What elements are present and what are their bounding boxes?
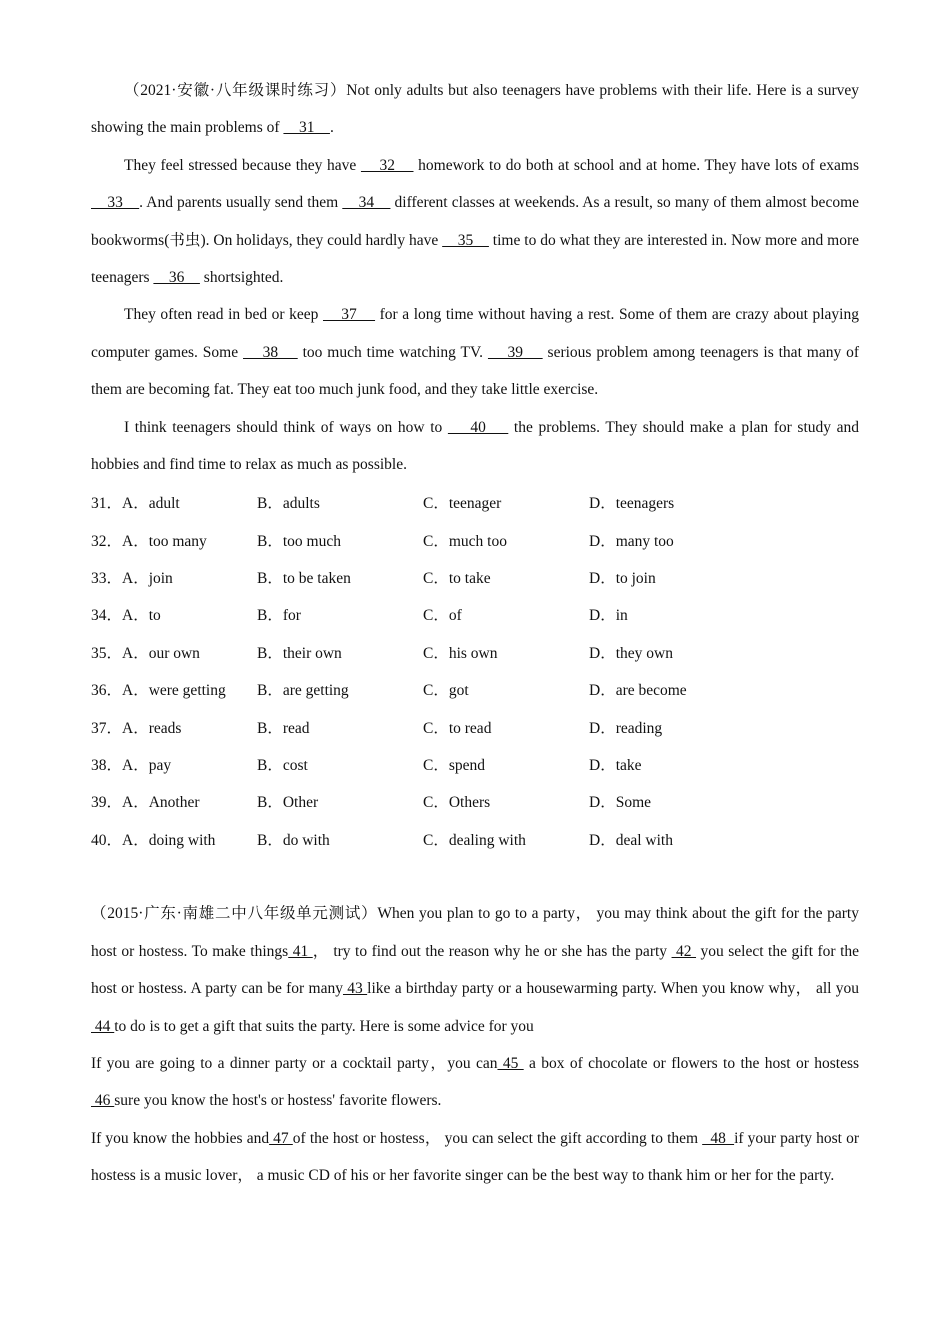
option-c: C．of (423, 607, 462, 625)
text-run: If you are going to a dinner party or a cocktail party，you can (91, 1055, 498, 1072)
option-d: D．reading (589, 719, 663, 737)
text-run: They often read in bed or keep (124, 306, 323, 324)
question-row-35 (91, 633, 859, 670)
option-c: C．spend (423, 756, 486, 774)
option-a: 35．A．our own (91, 644, 200, 662)
option-a: 38．A．pay (91, 756, 172, 774)
passage1-paragraph1 (91, 72, 859, 147)
option-d: D．to join (589, 569, 656, 587)
question-row-39 (91, 783, 859, 820)
passage2-paragraph3 (91, 1120, 859, 1195)
option-d: D．in (589, 607, 628, 625)
text-run: a box of chocolate or flowers to the host or hostess (523, 1055, 860, 1072)
text-run: （2021·安徽·八年级课时练习）Not only adults but also teenagers have problems with their life. Here is a survey showing the main problems of (91, 82, 859, 137)
option-c: C．to take (423, 569, 491, 587)
text-run: to do is to get a gift that suits the party. Here is some advice for you (114, 1017, 534, 1035)
text-run: the problems. They should make a plan for study and hobbies and find time to relax as much as possible. (91, 418, 859, 474)
options-list (91, 483, 859, 857)
blank-40: 40 (447, 418, 509, 436)
blank-44: 44 (91, 1017, 115, 1035)
question-row-37 (91, 708, 859, 745)
text-run: . And parents usually send them (139, 194, 343, 212)
option-b: B．read (257, 719, 310, 737)
option-d: D．they own (589, 644, 673, 662)
blank-41: 41 (288, 942, 313, 960)
option-b: B．to be taken (257, 569, 351, 587)
question-row-38 (91, 745, 859, 782)
blank-33: 33 (91, 194, 140, 212)
question-row-33 (91, 558, 859, 595)
option-d: D．deal with (589, 831, 673, 849)
blank-38: 38 (243, 343, 298, 361)
blank-43: 43 (342, 980, 368, 998)
blank-36: 36 (153, 269, 200, 287)
text-run: time to do what they are interested in. Now more and more teenagers (91, 231, 860, 287)
passage2-paragraph2 (91, 1045, 859, 1120)
option-d: D．Some (589, 794, 652, 812)
text-run: too much time watching TV. (297, 343, 488, 361)
blank-35: 35 (442, 231, 489, 249)
text-run: . (329, 119, 334, 137)
question-row-32 (91, 521, 859, 558)
option-c: C．much too (423, 532, 507, 550)
option-b: B．for (257, 607, 301, 625)
blank-47: 47 (269, 1129, 293, 1147)
option-a: 39．A．Another (91, 794, 200, 812)
option-a: 32．A．too many (91, 532, 207, 550)
blank-39: 39 (487, 343, 543, 361)
passage1-paragraph4 (91, 409, 859, 484)
question-row-34 (91, 596, 859, 633)
text-run: serious problem among teenagers is that many of them are becoming fat. They eat too much junk food, and they take little exercise. (91, 343, 860, 399)
option-b: B．adults (257, 495, 320, 513)
option-b: B．Other (257, 794, 319, 812)
text-run: if your party host or hostess is a music lover， a music CD of his or her favorite singer can be the best way to thank him or her for the party. (91, 1129, 859, 1185)
option-d: D．teenagers (589, 495, 675, 513)
text-run: for a long time without having a rest. Some of them are crazy about playing computer games. Some (91, 306, 859, 361)
option-d: D．many too (589, 532, 674, 550)
blank-37: 37 (322, 306, 376, 324)
text-run: ， try to find out the reason why he or she has the party (312, 942, 672, 960)
option-c: C．Others (423, 794, 491, 812)
text-run: you select the gift for the host or hostess. A party can be for many (91, 942, 860, 998)
blank-48: 48 (702, 1129, 735, 1147)
option-b: B．cost (257, 756, 308, 774)
option-b: B．their own (257, 644, 342, 662)
blank-45: 45 (497, 1055, 524, 1072)
option-a: 40．A．doing with (91, 831, 216, 849)
question-row-36 (91, 670, 859, 707)
question-row-31 (91, 483, 859, 520)
text-run: homework to do both at school and at home. They have lots of exams (413, 156, 860, 174)
passage1-paragraph2 (91, 147, 859, 297)
question-row-40 (91, 820, 859, 857)
option-a: 31．A．adult (91, 495, 180, 513)
text-run: They feel stressed because they have (124, 156, 361, 174)
blank-34: 34 (342, 194, 391, 212)
text-run: different classes at weekends. As a result, so many of them almost become bookworms(书虫). On holidays, they could hardly have (91, 194, 860, 249)
blank-32: 32 (360, 156, 414, 174)
option-a: 37．A．reads (91, 719, 182, 737)
option-c: C．got (423, 682, 469, 700)
passage1-paragraph3 (91, 296, 859, 408)
blank-31: 31 (283, 119, 330, 137)
text-run: shortsighted. (199, 269, 284, 287)
passage2-paragraph1 (91, 895, 859, 1045)
option-c: C．teenager (423, 495, 502, 513)
option-a: 33．A．join (91, 569, 173, 587)
section-gap (91, 857, 859, 895)
option-c: C．dealing with (423, 831, 526, 849)
option-b: B．do with (257, 831, 330, 849)
text-run: of the host or hostess， you can select the gift according to them (292, 1129, 703, 1147)
text-run: （2015·广东·南雄二中八年级单元测试）When you plan to go to a party， you may think about the gift for the party host or hostess. To make things (91, 905, 859, 960)
text-run: like a birthday party or a housewarming party. When you know why， all you (367, 980, 860, 998)
worksheet-page (91, 72, 859, 1195)
option-b: B．too much (257, 532, 341, 550)
blank-46: 46 (91, 1092, 115, 1110)
text-run: I think teenagers should think of ways on how to (124, 418, 448, 436)
option-a: 34．A．to (91, 607, 161, 625)
option-b: B．are getting (257, 682, 349, 700)
option-d: D．take (589, 756, 642, 774)
option-d: D．are become (589, 682, 687, 700)
text-run: sure you know the host's or hostess' favorite flowers. (114, 1092, 442, 1110)
text-run: If you know the hobbies and (91, 1129, 270, 1147)
option-c: C．his own (423, 644, 498, 662)
blank-42: 42 (671, 942, 697, 960)
option-a: 36．A．were getting (91, 682, 226, 700)
option-c: C．to read (423, 719, 492, 737)
